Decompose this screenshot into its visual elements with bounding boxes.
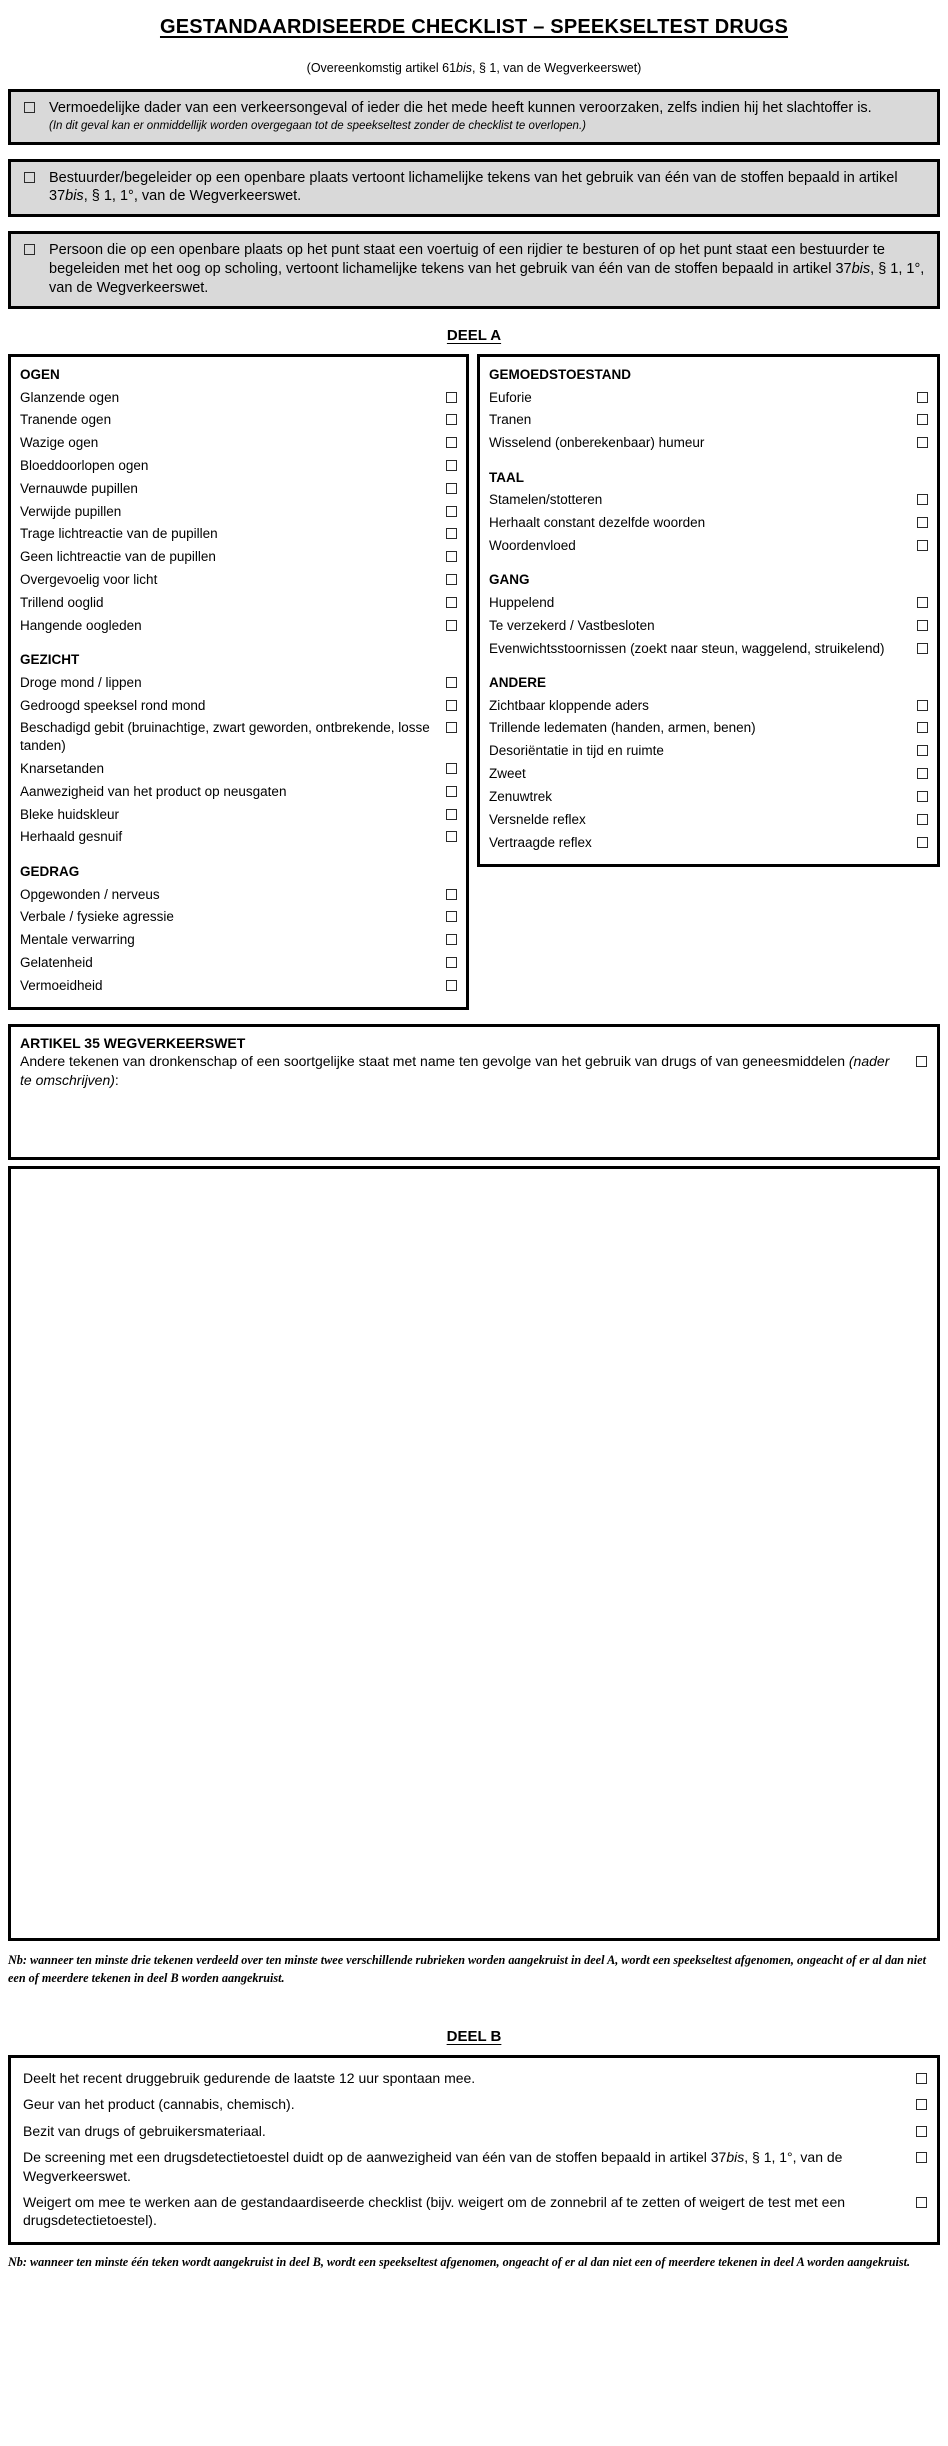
checklist-item[interactable] (489, 717, 928, 740)
checklist-item[interactable] (20, 386, 457, 409)
checklist-item-checkbox[interactable] (917, 414, 928, 425)
checklist-item-label-te-verzekerd-vastbesloten: Te verzekerd / Vastbesloten (489, 617, 655, 633)
group-heading-gemoedstoestand: GEMOEDSTOESTAND (489, 366, 632, 382)
part-b-item-text-italic: bis (726, 2149, 745, 2166)
part-a-right-column (477, 354, 940, 867)
condition-box-1[interactable] (8, 89, 940, 145)
checklist-item-checkbox[interactable] (446, 460, 457, 471)
checklist-item[interactable] (20, 780, 457, 803)
checklist-item-checkbox[interactable] (446, 437, 457, 448)
checklist-item-label-vernauwde-pupillen: Vernauwde pupillen (20, 480, 138, 496)
checklist-item-checkbox[interactable] (446, 831, 457, 842)
checklist-item-checkbox[interactable] (446, 551, 457, 562)
checklist-item-checkbox[interactable] (446, 786, 457, 797)
checklist-item[interactable] (20, 717, 457, 758)
checklist-item-label-vertraagde-reflex: Vertraagde reflex (489, 834, 592, 850)
checklist-item-label-geen-lichtreactie-van-de-pupillen: Geen lichtreactie van de pupillen (20, 549, 216, 565)
checklist-item-checkbox[interactable] (446, 414, 457, 425)
checklist-item-label-trage-lichtreactie-van-de-pupillen: Trage lichtreactie van de pupillen (20, 526, 218, 542)
part-b-item[interactable] (23, 2189, 927, 2234)
part-b-item-text-a: Bezit van drugs of gebruikersmateriaal. (23, 2122, 266, 2139)
group-heading-gang: GANG (489, 572, 530, 588)
part-a-title-text: DEEL A (446, 326, 502, 344)
document-title (0, 16, 948, 39)
condition-1-note: (In dit geval kan er onmiddellijk worden overgegaan tot de speekseltest zonder de checklist te overlopen.) (49, 119, 586, 132)
checklist-item[interactable] (489, 386, 928, 409)
checklist-item-checkbox[interactable] (446, 483, 457, 494)
condition-2-checkbox[interactable] (24, 172, 35, 183)
checklist-item[interactable] (20, 455, 457, 478)
checklist-item-checkbox[interactable] (446, 911, 457, 922)
group-heading-ogen: OGEN (20, 366, 60, 382)
checklist-item-label-gedroogd-speeksel-rond-mond: Gedroogd speeksel rond mond (20, 697, 206, 713)
checklist-item-label-zweet: Zweet (489, 766, 526, 782)
checklist-item[interactable] (489, 637, 928, 660)
part-b-item-checkbox[interactable] (916, 2197, 927, 2208)
checklist-item-checkbox[interactable] (917, 597, 928, 608)
checklist-item-label-wazige-ogen: Wazige ogen (20, 435, 99, 451)
checklist-item-label-zenuwtrek: Zenuwtrek (489, 788, 553, 804)
checklist-item[interactable] (20, 671, 457, 694)
document-title-text: GESTANDAARDISEERDE CHECKLIST – SPEEKSELTEST DRUGS (159, 16, 789, 38)
checklist-item-label-glanzende-ogen: Glanzende ogen (20, 389, 120, 405)
checklist-item[interactable] (20, 826, 457, 849)
checklist-item-label-evenwichtsstoornissen-zoekt-naar-steun-w: Evenwichtsstoornissen (zoekt naar steun, waggelend, struikelend) (489, 640, 885, 656)
condition-2-text-b: , § 1, 1°, van de Wegverkeerswet. (83, 188, 302, 205)
part-b-item[interactable] (23, 2091, 927, 2117)
document-page (0, 16, 948, 2446)
checklist-item[interactable] (20, 614, 457, 637)
part-a-left-column (8, 354, 469, 1010)
checklist-item[interactable] (489, 808, 928, 831)
part-b-box (8, 2055, 940, 2245)
checklist-item-label-herhaalt-constant-dezelfde-woorden: Herhaalt constant dezelfde woorden (489, 515, 706, 531)
checklist-item-checkbox[interactable] (917, 745, 928, 756)
checklist-item[interactable] (489, 534, 928, 557)
checklist-item-checkbox[interactable] (446, 574, 457, 585)
condition-2-text-a: Bestuurder/begeleider op een openbare plaats vertoont lichamelijke tekens van het gebruik van één van de stoffen bepaald in artikel 37 (49, 169, 898, 205)
part-b-item-text-a: Deelt het recent druggebruik gedurende de laatste 12 uur spontaan mee. (23, 2069, 476, 2086)
condition-3-checkbox[interactable] (24, 244, 35, 255)
checklist-item-checkbox[interactable] (446, 597, 457, 608)
part-b-item-text-b: , § 1, 1°, van de Wegverkeerswet. (23, 2149, 843, 2184)
part-b-item-text-a: Weigert om mee te werken aan de gestandaardiseerde checklist (bijv. weigert om de zonnebril af te zetten of weigert de test met een drugsdetectietoestel). (23, 2193, 846, 2229)
checklist-item-label-wisselend-onberekenbaar-humeur: Wisselend (onberekenbaar) humeur (489, 435, 705, 451)
checklist-item[interactable] (20, 569, 457, 592)
checklist-item-label-versnelde-reflex: Versnelde reflex (489, 811, 586, 827)
part-b-item-checkbox[interactable] (916, 2099, 927, 2110)
checklist-item-label-verbale-fysieke-agressie: Verbale / fysieke agressie (20, 909, 174, 925)
checklist-item[interactable] (20, 803, 457, 826)
group-heading-gedrag: GEDRAG (20, 863, 80, 879)
checklist-item-checkbox[interactable] (446, 392, 457, 403)
condition-1-text: Vermoedelijke dader van een verkeersongeval of ieder die het mede heeft kunnen veroorzaken, zelfs indien hij het slachtoffer is. (49, 100, 872, 116)
article-35-text-b: : (114, 1071, 119, 1088)
checklist-item-checkbox[interactable] (446, 889, 457, 900)
checklist-item-label-knarsetanden: Knarsetanden (20, 761, 105, 777)
condition-1-body (49, 99, 927, 134)
checklist-item[interactable] (20, 974, 457, 997)
checklist-item-checkbox[interactable] (917, 437, 928, 448)
article-35-text-a: Andere tekenen van dronkenschap of een soortgelijke staat met name ten gevolge van het gebruik van drugs of van geneesmiddelen (20, 1053, 849, 1070)
checklist-item-label-euforie: Euforie (489, 389, 532, 405)
checklist-item-label-trillende-ledematen-handen-armen-benen: Trillende ledematen (handen, armen, benen) (489, 720, 756, 736)
part-b-item-label (23, 2193, 916, 2230)
checklist-item[interactable] (20, 546, 457, 569)
checklist-item-label-verwijde-pupillen: Verwijde pupillen (20, 503, 122, 519)
group-heading-taal: TAAL (489, 469, 524, 485)
checklist-item-label-tranende-ogen: Tranende ogen (20, 412, 112, 428)
checklist-item-checkbox[interactable] (446, 677, 457, 688)
part-b-item[interactable] (23, 2118, 927, 2144)
article-35-text (20, 1052, 916, 1089)
footnote-part-b: Nb: wanneer ten minste één teken wordt aangekruist in deel B, wordt een speekseltest afgenomen, ongeacht of er al dan niet een of meerdere tekenen in deel A worden aangekruist. (8, 2254, 911, 2269)
checklist-item-label-stamelen-stotteren: Stamelen/stotteren (489, 492, 603, 508)
checklist-item-label-droge-mond-lippen: Droge mond / lippen (20, 674, 142, 690)
condition-3-text-b: , § 1, 1°, van de Wegverkeerswet. (49, 261, 925, 297)
article-35-box[interactable] (8, 1024, 940, 1160)
checklist-item-checkbox[interactable] (917, 517, 928, 528)
footnote-part-a: Nb: wanneer ten minste drie tekenen verdeeld over ten minste twee verschillende rubrieken worden aangekruist in deel A, wordt een speekseltest afgenomen, ongeacht of er al dan niet een of meerdere tekenen in deel B worden aangekruist. (8, 1953, 926, 1986)
checklist-item-label-gelatenheid: Gelatenheid (20, 954, 93, 970)
checklist-item-checkbox[interactable] (446, 934, 457, 945)
part-b-item[interactable] (23, 2144, 927, 2189)
checklist-item-label-vermoeidheid: Vermoeidheid (20, 977, 103, 993)
article-35-heading: ARTIKEL 35 WEGVERKEERSWET (20, 1035, 246, 1052)
checklist-item[interactable] (20, 500, 457, 523)
group-heading-gezicht: GEZICHT (20, 652, 80, 668)
part-b-item-text-a: Geur van het product (cannabis, chemisch). (23, 2096, 295, 2113)
subtitle-part-2: , § 1, van de Wegverkeerswet) (472, 61, 642, 75)
part-b-item-label (23, 2122, 916, 2140)
checklist-item-checkbox[interactable] (917, 620, 928, 631)
checklist-item-label-mentale-verwarring: Mentale verwarring (20, 932, 135, 948)
group-heading-andere: ANDERE (489, 674, 547, 690)
part-b-item-checkbox[interactable] (916, 2152, 927, 2163)
checklist-item-checkbox[interactable] (446, 957, 457, 968)
checklist-item[interactable] (489, 694, 928, 717)
part-a-columns (8, 354, 940, 1010)
part-b-title (0, 2028, 948, 2045)
checklist-item[interactable] (489, 512, 928, 535)
checklist-item-label-beschadigd-gebit-bruinachtige-zwart-gewo: Beschadigd gebit (bruinachtige, zwart geworden, ontbrekende, losse tanden) (20, 720, 430, 754)
checklist-item[interactable] (20, 906, 457, 929)
checklist-item-label-overgevoelig-voor-licht: Overgevoelig voor licht (20, 572, 158, 588)
condition-1-checkbox[interactable] (24, 102, 35, 113)
part-a-title (0, 327, 948, 344)
checklist-item[interactable] (489, 409, 928, 432)
checklist-item-label-opgewonden-nerveus: Opgewonden / nerveus (20, 886, 160, 902)
subtitle-part-1: (Overeenkomstig artikel 61 (306, 61, 457, 75)
checklist-item-checkbox[interactable] (917, 768, 928, 779)
condition-2-text-italic: bis (65, 188, 84, 205)
checklist-item[interactable] (20, 929, 457, 952)
checklist-item[interactable] (20, 951, 457, 974)
condition-2-body (49, 169, 927, 207)
part-b-item-label (23, 2148, 916, 2185)
checklist-item[interactable] (489, 785, 928, 808)
condition-box-2[interactable] (8, 159, 940, 218)
free-text-writing-box[interactable] (8, 1166, 940, 1941)
checklist-item[interactable] (489, 763, 928, 786)
checklist-item-checkbox[interactable] (446, 763, 457, 774)
checklist-item-label-herhaald-gesnuif: Herhaald gesnuif (20, 829, 123, 845)
checklist-item-checkbox[interactable] (917, 791, 928, 802)
checklist-item-checkbox[interactable] (917, 814, 928, 825)
checklist-item[interactable] (20, 694, 457, 717)
checklist-item[interactable] (20, 523, 457, 546)
checklist-item[interactable] (489, 489, 928, 512)
checklist-item[interactable] (20, 409, 457, 432)
condition-box-3[interactable] (8, 231, 940, 309)
checklist-item[interactable] (489, 591, 928, 614)
checklist-item-label-huppelend: Huppelend (489, 594, 555, 610)
condition-3-body (49, 241, 927, 298)
checklist-item-checkbox[interactable] (917, 722, 928, 733)
checklist-item-checkbox[interactable] (446, 980, 457, 991)
checklist-item-checkbox[interactable] (446, 809, 457, 820)
checklist-item-checkbox[interactable] (917, 837, 928, 848)
part-b-item-checkbox[interactable] (916, 2126, 927, 2137)
article-35-checkbox[interactable] (916, 1056, 927, 1067)
checklist-item[interactable] (489, 740, 928, 763)
checklist-item-label-zichtbaar-kloppende-aders: Zichtbaar kloppende aders (489, 697, 649, 713)
condition-3-text-a: Persoon die op een openbare plaats op het punt staat een voertuig of een rijdier te besturen of op het punt staat een bestuurder te begeleiden met het oog op scholing, vertoont lichamelijke tekens van het gebruik van één van de stoffen bepaald in artikel 37 (49, 242, 885, 278)
checklist-item-checkbox[interactable] (917, 540, 928, 551)
checklist-item-label-desori-ntatie-in-tijd-en-ruimte: Desoriëntatie in tijd en ruimte (489, 743, 664, 759)
part-b-item[interactable] (23, 2065, 927, 2091)
checklist-item-label-tranen: Tranen (489, 412, 532, 428)
part-b-item-checkbox[interactable] (916, 2073, 927, 2084)
part-b-title-text: DEEL B (446, 2027, 502, 2045)
article-35-text-italic: (nader te omschrijven) (20, 1053, 890, 1088)
checklist-item-label-bleke-huidskleur: Bleke huidskleur (20, 806, 120, 822)
checklist-item-label-aanwezigheid-van-het-product-op-neusgate: Aanwezigheid van het product op neusgaten (20, 783, 287, 799)
checklist-item-checkbox[interactable] (917, 700, 928, 711)
checklist-item[interactable] (20, 758, 457, 781)
checklist-item[interactable] (20, 591, 457, 614)
checklist-item-checkbox[interactable] (446, 722, 457, 733)
checklist-item-checkbox[interactable] (446, 620, 457, 631)
checklist-item-label-woordenvloed: Woordenvloed (489, 537, 576, 553)
checklist-item[interactable] (20, 883, 457, 906)
conditions-section (8, 89, 940, 309)
part-b-item-label (23, 2095, 916, 2113)
part-b-item-text-a: De screening met een drugsdetectietoestel duidt op de aanwezigheid van één van de stoffen bepaald in artikel 37 (23, 2149, 727, 2166)
checklist-item-label-bloeddoorlopen-ogen: Bloeddoorlopen ogen (20, 458, 149, 474)
checklist-item-checkbox[interactable] (446, 506, 457, 517)
checklist-item-label-trillend-ooglid: Trillend ooglid (20, 594, 104, 610)
checklist-item-checkbox[interactable] (446, 700, 457, 711)
checklist-item-label-hangende-oogleden: Hangende oogleden (20, 617, 142, 633)
condition-3-text-italic: bis (851, 261, 871, 278)
checklist-item[interactable] (489, 831, 928, 854)
document-subtitle (0, 61, 948, 75)
checklist-item-checkbox[interactable] (917, 643, 928, 654)
checklist-item[interactable] (489, 614, 928, 637)
checklist-item-checkbox[interactable] (917, 392, 928, 403)
checklist-item[interactable] (20, 477, 457, 500)
subtitle-italic: bis (456, 61, 473, 75)
checklist-item[interactable] (20, 432, 457, 455)
checklist-item-checkbox[interactable] (446, 528, 457, 539)
checklist-item[interactable] (489, 432, 928, 455)
checklist-item-checkbox[interactable] (917, 494, 928, 505)
part-b-item-label (23, 2069, 916, 2087)
article-35-writing-area[interactable] (20, 1089, 927, 1147)
article-35-row (20, 1052, 927, 1089)
